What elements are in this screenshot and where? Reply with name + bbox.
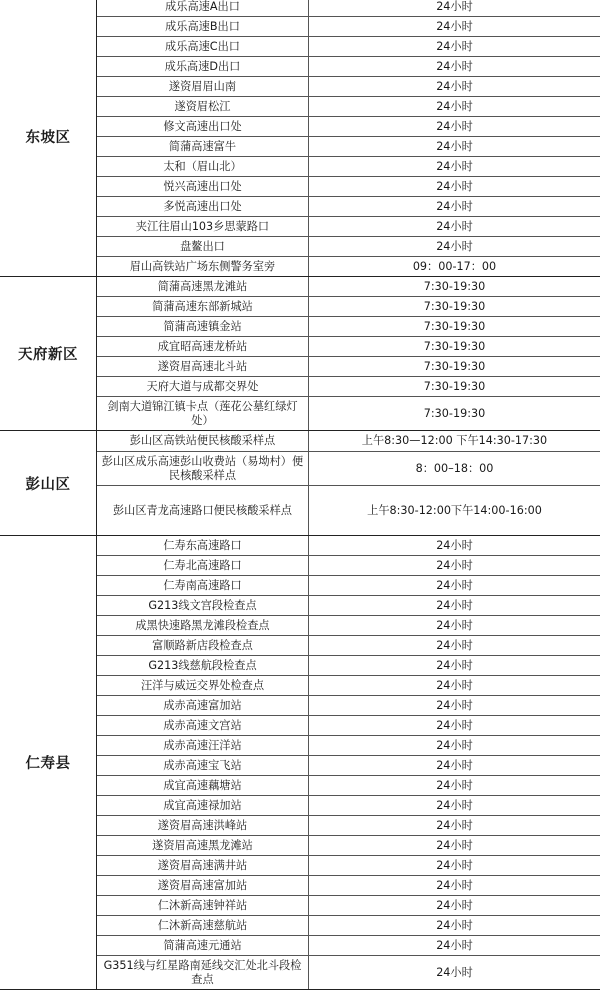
site-location: G213线文宫段检查点 bbox=[97, 596, 309, 615]
table-row bbox=[97, 916, 600, 936]
site-location: 剑南大道锦江镇卡点（莲花公墓红绿灯处） bbox=[97, 397, 309, 430]
site-location: 仁寿北高速路口 bbox=[97, 556, 309, 575]
table-row bbox=[97, 836, 600, 856]
site-location: 成宜昭高速龙桥站 bbox=[97, 337, 309, 356]
site-hours: 24小时 bbox=[436, 119, 473, 133]
site-hours: 7:30-19:30 bbox=[423, 406, 486, 420]
site-hours: 24小时 bbox=[436, 239, 473, 253]
table-row bbox=[97, 556, 600, 576]
table-row bbox=[97, 676, 600, 696]
table-row bbox=[97, 17, 600, 37]
site-rows bbox=[97, 431, 600, 535]
site-location: 遂资眉高速富加站 bbox=[97, 876, 309, 895]
site-hours: 24小时 bbox=[436, 59, 473, 73]
site-location: 彭山区高铁站便民核酸采样点 bbox=[97, 431, 309, 451]
table-row bbox=[97, 357, 600, 377]
table-row bbox=[97, 636, 600, 656]
site-hours: 上午8:30-12:00下午14:00-16:00 bbox=[367, 503, 542, 517]
site-hours: 24小时 bbox=[436, 698, 473, 712]
table-row bbox=[97, 157, 600, 177]
site-location: 彭山区成乐高速彭山收费站（易坳村）便民核酸采样点 bbox=[97, 452, 309, 485]
table-row bbox=[97, 77, 600, 97]
site-location: 成赤高速文宫站 bbox=[97, 716, 309, 735]
site-location: 遂资眉高速黑龙滩站 bbox=[97, 836, 309, 855]
district-group bbox=[0, 0, 600, 276]
table-row bbox=[97, 237, 600, 257]
site-hours: 24小时 bbox=[436, 838, 473, 852]
site-hours: 24小时 bbox=[436, 558, 473, 572]
site-hours: 24小时 bbox=[436, 965, 473, 979]
site-hours: 24小时 bbox=[436, 918, 473, 932]
district-name: 仁寿县 bbox=[0, 536, 97, 989]
site-hours: 24小时 bbox=[436, 99, 473, 113]
site-hours: 24小时 bbox=[436, 578, 473, 592]
site-location: 成黑快速路黑龙滩段检查点 bbox=[97, 616, 309, 635]
site-location: 仁沐新高速慈航站 bbox=[97, 916, 309, 935]
table-row bbox=[97, 956, 600, 989]
site-hours: 24小时 bbox=[436, 79, 473, 93]
table-row bbox=[97, 452, 600, 486]
table-row bbox=[97, 776, 600, 796]
site-hours: 24小时 bbox=[436, 818, 473, 832]
table-row bbox=[97, 177, 600, 197]
site-location: G351线与红星路南延线交汇处北斗段检查点 bbox=[97, 956, 309, 989]
site-hours: 24小时 bbox=[436, 758, 473, 772]
table-row bbox=[97, 377, 600, 397]
site-hours: 7:30-19:30 bbox=[423, 319, 486, 333]
site-location: 修文高速出口处 bbox=[97, 117, 309, 136]
site-location: 多悦高速出口处 bbox=[97, 197, 309, 216]
site-location: 遂资眉高速洪峰站 bbox=[97, 816, 309, 835]
site-location: 太和（眉山北） bbox=[97, 157, 309, 176]
table-row bbox=[97, 716, 600, 736]
site-hours: 24小时 bbox=[436, 638, 473, 652]
site-hours: 24小时 bbox=[436, 618, 473, 632]
table-row bbox=[97, 616, 600, 636]
district-group bbox=[0, 430, 600, 535]
table-row bbox=[97, 197, 600, 217]
site-hours: 24小时 bbox=[436, 179, 473, 193]
site-hours: 7:30-19:30 bbox=[423, 279, 486, 293]
site-hours: 24小时 bbox=[436, 718, 473, 732]
district-name: 东坡区 bbox=[0, 0, 97, 276]
table-row bbox=[97, 97, 600, 117]
table-row bbox=[97, 876, 600, 896]
site-location: 富顺路新店段检查点 bbox=[97, 636, 309, 655]
site-hours: 24小时 bbox=[436, 658, 473, 672]
site-hours: 7:30-19:30 bbox=[423, 359, 486, 373]
site-hours: 24小时 bbox=[436, 798, 473, 812]
site-location: 成赤高速富加站 bbox=[97, 696, 309, 715]
site-hours: 24小时 bbox=[436, 0, 473, 13]
table-row bbox=[97, 431, 600, 452]
table-row bbox=[97, 756, 600, 776]
site-hours: 24小时 bbox=[436, 199, 473, 213]
site-location: 成乐高速A出口 bbox=[97, 0, 309, 16]
table-row bbox=[97, 0, 600, 17]
site-hours: 24小时 bbox=[436, 139, 473, 153]
site-location: 成乐高速C出口 bbox=[97, 37, 309, 56]
table-row bbox=[97, 596, 600, 616]
district-name: 彭山区 bbox=[0, 431, 97, 535]
site-location: 汪洋与威远交界处检查点 bbox=[97, 676, 309, 695]
site-hours: 24小时 bbox=[436, 219, 473, 233]
site-hours: 24小时 bbox=[436, 938, 473, 952]
table-row bbox=[97, 796, 600, 816]
site-location: 成乐高速D出口 bbox=[97, 57, 309, 76]
table-row bbox=[97, 936, 600, 956]
site-hours: 7:30-19:30 bbox=[423, 299, 486, 313]
site-location: 成宜高速藕塘站 bbox=[97, 776, 309, 795]
table-bottom-border bbox=[0, 989, 600, 990]
site-location: 仁沐新高速钟祥站 bbox=[97, 896, 309, 915]
table-row bbox=[97, 257, 600, 276]
site-hours: 24小时 bbox=[436, 898, 473, 912]
district-name: 天府新区 bbox=[0, 277, 97, 430]
table-row bbox=[97, 397, 600, 430]
site-hours: 09：00-17：00 bbox=[412, 259, 497, 273]
site-hours: 24小时 bbox=[436, 39, 473, 53]
site-hours: 8：00–18：00 bbox=[415, 461, 494, 475]
table-row bbox=[97, 486, 600, 535]
site-location: 夹江往眉山103乡思蒙路口 bbox=[97, 217, 309, 236]
site-hours: 7:30-19:30 bbox=[423, 379, 486, 393]
site-location: 简蒲高速黑龙滩站 bbox=[97, 277, 309, 296]
table-row bbox=[97, 57, 600, 77]
site-rows bbox=[97, 277, 600, 430]
table-row bbox=[97, 297, 600, 317]
table-row bbox=[97, 536, 600, 556]
table-row bbox=[97, 37, 600, 57]
table-row bbox=[97, 337, 600, 357]
site-hours: 上午8:30—12:00 下午14:30-17:30 bbox=[361, 434, 548, 447]
site-location: 简蒲高速镇金站 bbox=[97, 317, 309, 336]
site-location: 成宜高速禄加站 bbox=[97, 796, 309, 815]
site-hours: 24小时 bbox=[436, 778, 473, 792]
table-row bbox=[97, 277, 600, 297]
table-row bbox=[97, 117, 600, 137]
site-location: 仁寿南高速路口 bbox=[97, 576, 309, 595]
table-row bbox=[97, 137, 600, 157]
site-location: 天府大道与成都交界处 bbox=[97, 377, 309, 396]
site-hours: 24小时 bbox=[436, 738, 473, 752]
site-rows bbox=[97, 0, 600, 276]
site-location: 遂资眉高速满井站 bbox=[97, 856, 309, 875]
site-location: 眉山高铁站广场东侧警务室旁 bbox=[97, 257, 309, 276]
site-location: 简蒲高速元通站 bbox=[97, 936, 309, 955]
site-hours: 7:30-19:30 bbox=[423, 339, 486, 353]
district-group bbox=[0, 535, 600, 989]
site-location: G213线慈航段检查点 bbox=[97, 656, 309, 675]
site-hours: 24小时 bbox=[436, 538, 473, 552]
site-hours: 24小时 bbox=[436, 678, 473, 692]
table-row bbox=[97, 736, 600, 756]
site-location: 遂资眉眉山南 bbox=[97, 77, 309, 96]
site-location: 成赤高速汪洋站 bbox=[97, 736, 309, 755]
site-location: 成赤高速宝飞站 bbox=[97, 756, 309, 775]
table-row bbox=[97, 896, 600, 916]
site-location: 悦兴高速出口处 bbox=[97, 177, 309, 196]
site-hours: 24小时 bbox=[436, 878, 473, 892]
table-row bbox=[97, 317, 600, 337]
site-hours: 24小时 bbox=[436, 598, 473, 612]
site-hours: 24小时 bbox=[436, 858, 473, 872]
table-row bbox=[97, 696, 600, 716]
site-location: 仁寿东高速路口 bbox=[97, 536, 309, 555]
site-hours: 24小时 bbox=[436, 19, 473, 33]
table-row bbox=[97, 576, 600, 596]
district-group bbox=[0, 276, 600, 430]
table-row bbox=[97, 656, 600, 676]
table-row bbox=[97, 856, 600, 876]
site-location: 简蒲高速东部新城站 bbox=[97, 297, 309, 316]
site-location: 盘鳌出口 bbox=[97, 237, 309, 256]
table-row bbox=[97, 816, 600, 836]
site-hours: 24小时 bbox=[436, 159, 473, 173]
site-rows bbox=[97, 536, 600, 989]
site-location: 简蒲高速富牛 bbox=[97, 137, 309, 156]
site-location: 彭山区青龙高速路口便民核酸采样点 bbox=[97, 486, 309, 535]
site-location: 遂资眉高速北斗站 bbox=[97, 357, 309, 376]
table-row bbox=[97, 217, 600, 237]
site-location: 遂资眉松江 bbox=[97, 97, 309, 116]
site-location: 成乐高速B出口 bbox=[97, 17, 309, 36]
